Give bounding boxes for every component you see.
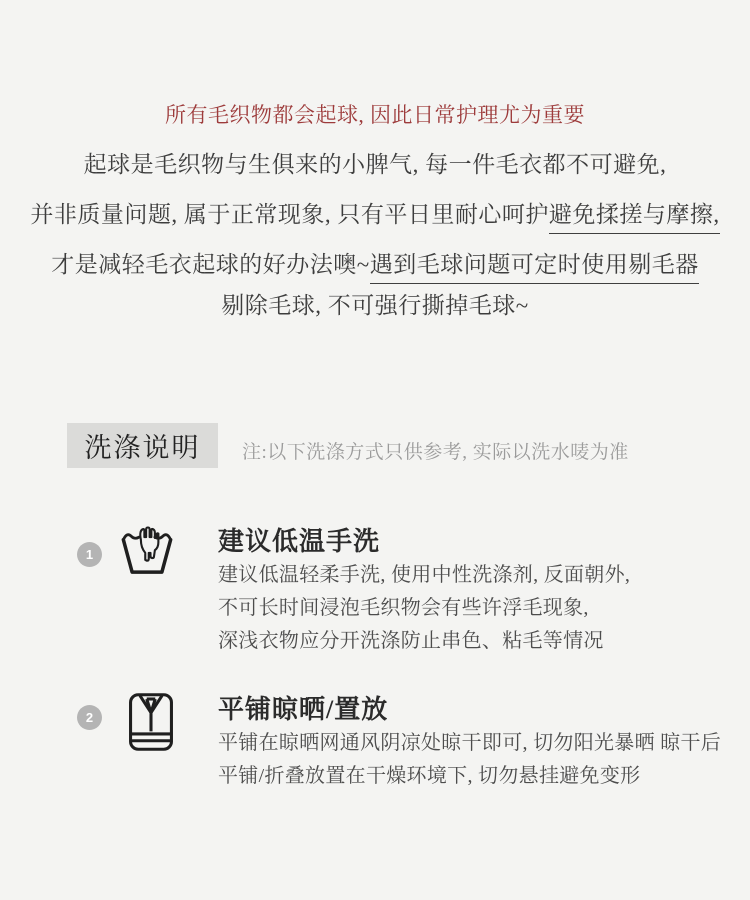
step-1-description xyxy=(218,559,630,658)
intro-line-3-text: 才是减轻毛衣起球的好办法噢~ xyxy=(51,252,370,277)
intro-line-2-text: 并非质量问题, 属于正常现象, 只有平日里耐心呵护 xyxy=(30,202,549,227)
intro-line-2 xyxy=(0,190,750,240)
step-2-title: 平铺晾晒/置放 xyxy=(218,695,389,724)
step-1-line-1: 建议低温轻柔手洗, 使用中性洗涤剂, 反面朝外, xyxy=(218,564,631,586)
intro-line-1: 起球是毛织物与生俱来的小脾气, 每一件毛衣都不可避免, xyxy=(83,152,667,177)
intro-line-4: 剔除毛球, 不可强行撕掉毛球~ xyxy=(221,293,529,318)
pilling-intro-paragraph xyxy=(0,90,750,322)
step-2-line-1: 平铺在晾晒网通风阴凉处晾干即可, 切勿阳光暴晒 晾干后 xyxy=(218,732,722,754)
intro-line-3-underlined-text: 遇到毛球问题可定时使用剔毛器 xyxy=(370,252,699,284)
wash-instructions-title: 洗涤说明 xyxy=(84,433,201,463)
step-1-line-2: 不可长时间浸泡毛织物会有些许浮毛现象, xyxy=(218,597,589,619)
hand-wash-icon xyxy=(119,526,175,583)
intro-line-3 xyxy=(0,240,750,290)
folded-shirt-icon xyxy=(128,692,174,757)
step-1-title: 建议低温手洗 xyxy=(218,527,381,556)
wash-instructions-note: 注:以下洗涤方式只供参考, 实际以洗水唛为准 xyxy=(242,442,629,463)
step-1-number-badge: 1 xyxy=(77,542,102,567)
step-2-description xyxy=(218,727,721,793)
step-2-line-2: 平铺/折叠放置在干燥环境下, 切勿悬挂避免变形 xyxy=(218,765,641,787)
wash-instructions-title-box xyxy=(67,423,218,468)
step-1-line-3: 深浅衣物应分开洗涤防止串色、粘毛等情况 xyxy=(218,630,604,652)
intro-headline: 所有毛织物都会起球, 因此日常护理尤为重要 xyxy=(165,103,585,127)
step-2-number-badge: 2 xyxy=(77,705,102,730)
intro-line-2-underlined-text: 避免揉搓与摩擦, xyxy=(549,202,720,234)
